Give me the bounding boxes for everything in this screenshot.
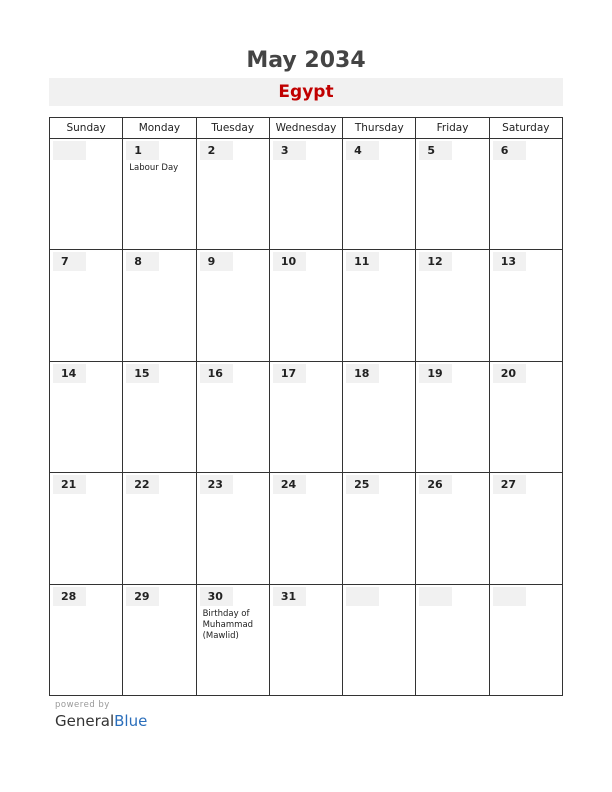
day-number: 31	[273, 587, 306, 606]
day-number: 30	[200, 587, 233, 606]
day-cell	[270, 362, 343, 472]
weekday-sunday: Sunday	[50, 118, 123, 138]
day-number: 13	[493, 252, 526, 271]
holiday-label: Birthday of Muhammad (Mawlid)	[202, 608, 254, 641]
day-number: 12	[419, 252, 452, 271]
day-cell	[490, 139, 562, 249]
day-cell	[50, 473, 123, 583]
day-cell	[343, 250, 416, 360]
day-number: 3	[273, 141, 306, 160]
weekday-monday: Monday	[123, 118, 196, 138]
day-number: 5	[419, 141, 452, 160]
day-cell	[490, 250, 562, 360]
day-cell	[123, 362, 196, 472]
day-number	[53, 141, 86, 160]
day-number: 22	[126, 475, 159, 494]
day-cell	[416, 250, 489, 360]
day-number: 29	[126, 587, 159, 606]
day-cell	[416, 585, 489, 696]
day-cell	[50, 139, 123, 249]
day-cell	[197, 362, 270, 472]
weekday-saturday: Saturday	[502, 122, 550, 134]
country-banner	[49, 78, 563, 106]
day-cell	[270, 473, 343, 583]
day-cell	[197, 250, 270, 360]
day-number: 6	[493, 141, 526, 160]
day-cell	[123, 585, 196, 696]
day-number: 20	[493, 364, 526, 383]
week-row	[50, 473, 562, 584]
day-cell	[50, 250, 123, 360]
day-cell	[123, 139, 196, 249]
footer	[55, 700, 147, 730]
day-number	[346, 587, 379, 606]
page-title: May 2034	[246, 48, 366, 73]
brand-blue: Blue	[114, 712, 148, 730]
day-number: 25	[346, 475, 379, 494]
day-number: 28	[53, 587, 86, 606]
day-cell	[416, 139, 489, 249]
day-number	[493, 587, 526, 606]
day-cell	[343, 585, 416, 696]
day-cell	[343, 362, 416, 472]
weekday-friday: Friday	[416, 118, 489, 138]
day-number: 18	[346, 364, 379, 383]
day-number: 10	[273, 252, 306, 271]
day-number: 2	[200, 141, 233, 160]
day-cell	[416, 473, 489, 583]
day-number: 17	[273, 364, 306, 383]
day-cell	[343, 139, 416, 249]
day-cell	[123, 473, 196, 583]
holiday-label: Labour Day	[129, 163, 179, 173]
calendar-grid	[49, 117, 563, 696]
day-cell	[416, 362, 489, 472]
day-cell	[490, 473, 562, 583]
week-row	[50, 585, 562, 696]
day-cell	[270, 585, 343, 696]
country-name: Egypt	[278, 82, 334, 102]
weekday-wednesday: Wednesday	[270, 118, 343, 138]
week-row	[50, 139, 562, 250]
day-number: 26	[419, 475, 452, 494]
day-number: 15	[126, 364, 159, 383]
weekday-thursday: Thursday	[343, 118, 416, 138]
day-cell	[197, 139, 270, 249]
week-row	[50, 362, 562, 473]
day-number: 27	[493, 475, 526, 494]
day-number: 9	[200, 252, 233, 271]
powered-by-text: powered by	[55, 700, 110, 710]
day-number: 1	[126, 141, 159, 160]
weekday-header-row	[50, 118, 562, 139]
day-cell	[197, 585, 270, 696]
day-cell	[343, 473, 416, 583]
day-cell	[270, 250, 343, 360]
day-number: 7	[53, 252, 86, 271]
day-cell	[123, 250, 196, 360]
day-number: 23	[200, 475, 233, 494]
brand-general: General	[55, 712, 115, 730]
day-cell	[50, 585, 123, 696]
day-number: 11	[346, 252, 379, 271]
day-number: 4	[346, 141, 379, 160]
day-cell	[490, 585, 562, 696]
day-cell	[490, 362, 562, 472]
brand-logo	[55, 712, 147, 730]
day-number: 16	[200, 364, 233, 383]
day-number	[419, 587, 452, 606]
day-number: 14	[53, 364, 86, 383]
day-number: 21	[53, 475, 86, 494]
day-number: 24	[273, 475, 306, 494]
day-cell	[270, 139, 343, 249]
week-row	[50, 250, 562, 361]
day-cell	[197, 473, 270, 583]
day-cell	[50, 362, 123, 472]
day-number: 8	[126, 252, 159, 271]
day-number: 19	[419, 364, 452, 383]
weekday-tuesday: Tuesday	[197, 118, 270, 138]
